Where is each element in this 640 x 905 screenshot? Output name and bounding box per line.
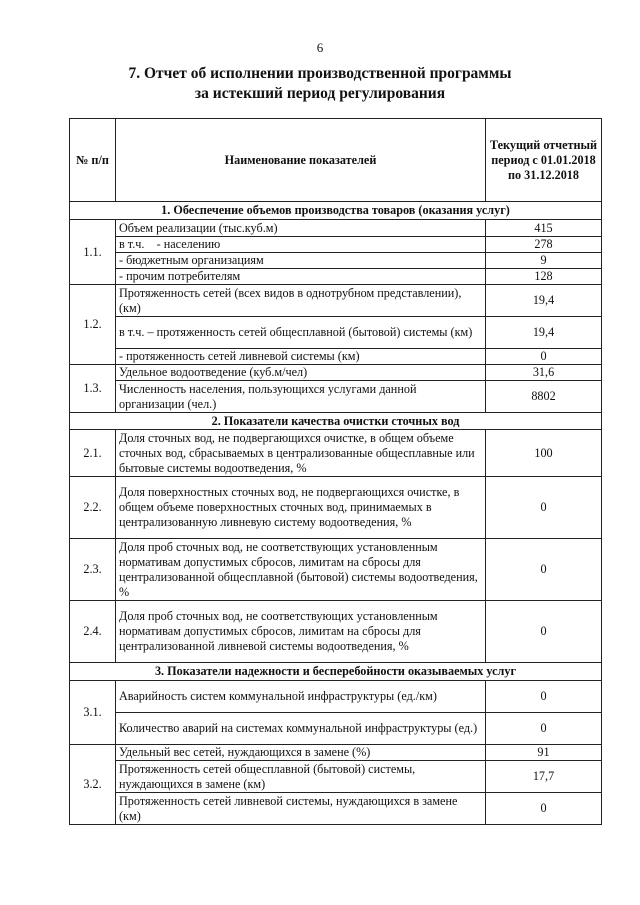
row-name: в т.ч. – протяженность сетей общесплавной (бытовой) системы (км) bbox=[116, 317, 486, 349]
title-line-2: за истекший период регулирования bbox=[194, 85, 446, 102]
row-value: 0 bbox=[486, 681, 602, 713]
row-value: 31,6 bbox=[486, 365, 602, 381]
row-name: Протяженность сетей ливневой системы, нуждающихся в замене (км) bbox=[116, 793, 486, 825]
row-num: 1.2. bbox=[70, 285, 116, 365]
row-name: в т.ч. - населению bbox=[116, 237, 486, 253]
row-name: - прочим потребителям bbox=[116, 269, 486, 285]
row-value: 415 bbox=[486, 220, 602, 237]
row-value: 9 bbox=[486, 253, 602, 269]
table-header-row bbox=[70, 119, 602, 202]
row-name: Протяженность сетей общесплавной (бытовой) системы, нуждающихся в замене (км) bbox=[116, 761, 486, 793]
table-row bbox=[70, 349, 602, 365]
row-value: 0 bbox=[486, 713, 602, 745]
row-name: Удельное водоотведение (куб.м/чел) bbox=[116, 365, 486, 381]
table-row bbox=[70, 745, 602, 761]
header-value: Текущий отчетный период с 01.01.2018 по 31.12.2018 bbox=[486, 119, 602, 202]
row-value: 0 bbox=[486, 349, 602, 365]
row-name: Доля проб сточных вод, не соответствующих установленным нормативам допустимых сбросов, лимитам на сбросы для централизованной общесплавной (бытовой) системы водоотведения, % bbox=[116, 539, 486, 601]
row-num: 3.1. bbox=[70, 681, 116, 745]
row-name: Протяженность сетей (всех видов в однотрубном представлении), (км) bbox=[116, 285, 486, 317]
table-row bbox=[70, 793, 602, 825]
row-name: Количество аварий на системах коммунальной инфраструктуры (ед.) bbox=[116, 713, 486, 745]
row-num: 2.4. bbox=[70, 601, 116, 663]
row-value: 278 bbox=[486, 237, 602, 253]
report-table bbox=[69, 118, 602, 825]
section-title: 2. Показатели качества очистки сточных вод bbox=[70, 413, 602, 430]
table-row bbox=[70, 285, 602, 317]
header-name: Наименование показателей bbox=[116, 119, 486, 202]
table-row bbox=[70, 477, 602, 539]
row-name: Доля сточных вод, не подвергающихся очистке, в общем объеме сточных вод, сбрасываемых в централизованные общесплавные или бытовые системы водоотведения, % bbox=[116, 430, 486, 477]
row-name: Удельный вес сетей, нуждающихся в замене (%) bbox=[116, 745, 486, 761]
report-title bbox=[0, 64, 640, 104]
row-num: 2.2. bbox=[70, 477, 116, 539]
row-value: 100 bbox=[486, 430, 602, 477]
row-name: Доля поверхностных сточных вод, не подвергающихся очистке, в общем объеме поверхностных сточных вод, принимаемых в централизованную ливневую систему водоотведения, % bbox=[116, 477, 486, 539]
table-row bbox=[70, 761, 602, 793]
table-row bbox=[70, 317, 602, 349]
header-num: № п/п bbox=[70, 119, 116, 202]
row-value: 0 bbox=[486, 477, 602, 539]
table-row bbox=[70, 601, 602, 663]
table-row bbox=[70, 713, 602, 745]
table-row bbox=[70, 365, 602, 381]
row-num: 1.3. bbox=[70, 365, 116, 413]
row-value: 0 bbox=[486, 601, 602, 663]
row-num: 2.1. bbox=[70, 430, 116, 477]
table-row bbox=[70, 220, 602, 237]
row-name: Численность населения, пользующихся услугами данной организации (чел.) bbox=[116, 381, 486, 413]
table-row bbox=[70, 681, 602, 713]
table-row bbox=[70, 381, 602, 413]
table-row bbox=[70, 253, 602, 269]
row-num: 1.1. bbox=[70, 220, 116, 285]
section-row bbox=[70, 202, 602, 220]
section-title: 3. Показатели надежности и бесперебойности оказываемых услуг bbox=[70, 663, 602, 681]
row-name: - бюджетным организациям bbox=[116, 253, 486, 269]
row-name: Объем реализации (тыс.куб.м) bbox=[116, 220, 486, 237]
row-value: 19,4 bbox=[486, 285, 602, 317]
row-value: 128 bbox=[486, 269, 602, 285]
title-line-1: 7. Отчет об исполнении производственной программы bbox=[128, 65, 512, 82]
row-value: 17,7 bbox=[486, 761, 602, 793]
row-name: Аварийность систем коммунальной инфраструктуры (ед./км) bbox=[116, 681, 486, 713]
section-row bbox=[70, 413, 602, 430]
row-num: 2.3. bbox=[70, 539, 116, 601]
row-name: Доля проб сточных вод, не соответствующих установленным нормативам допустимых сбросов, лимитам на сбросы для централизованной ливневой системы водоотведения, % bbox=[116, 601, 486, 663]
table-row bbox=[70, 269, 602, 285]
section-row bbox=[70, 663, 602, 681]
row-value: 19,4 bbox=[486, 317, 602, 349]
table-row bbox=[70, 237, 602, 253]
row-name: - протяженность сетей ливневой системы (км) bbox=[116, 349, 486, 365]
section-title: 1. Обеспечение объемов производства товаров (оказания услуг) bbox=[70, 202, 602, 220]
row-value: 91 bbox=[486, 745, 602, 761]
table-row bbox=[70, 539, 602, 601]
row-value: 0 bbox=[486, 793, 602, 825]
table-row bbox=[70, 430, 602, 477]
page-number: 6 bbox=[316, 40, 324, 55]
row-value: 8802 bbox=[486, 381, 602, 413]
row-value: 0 bbox=[486, 539, 602, 601]
row-num: 3.2. bbox=[70, 745, 116, 825]
